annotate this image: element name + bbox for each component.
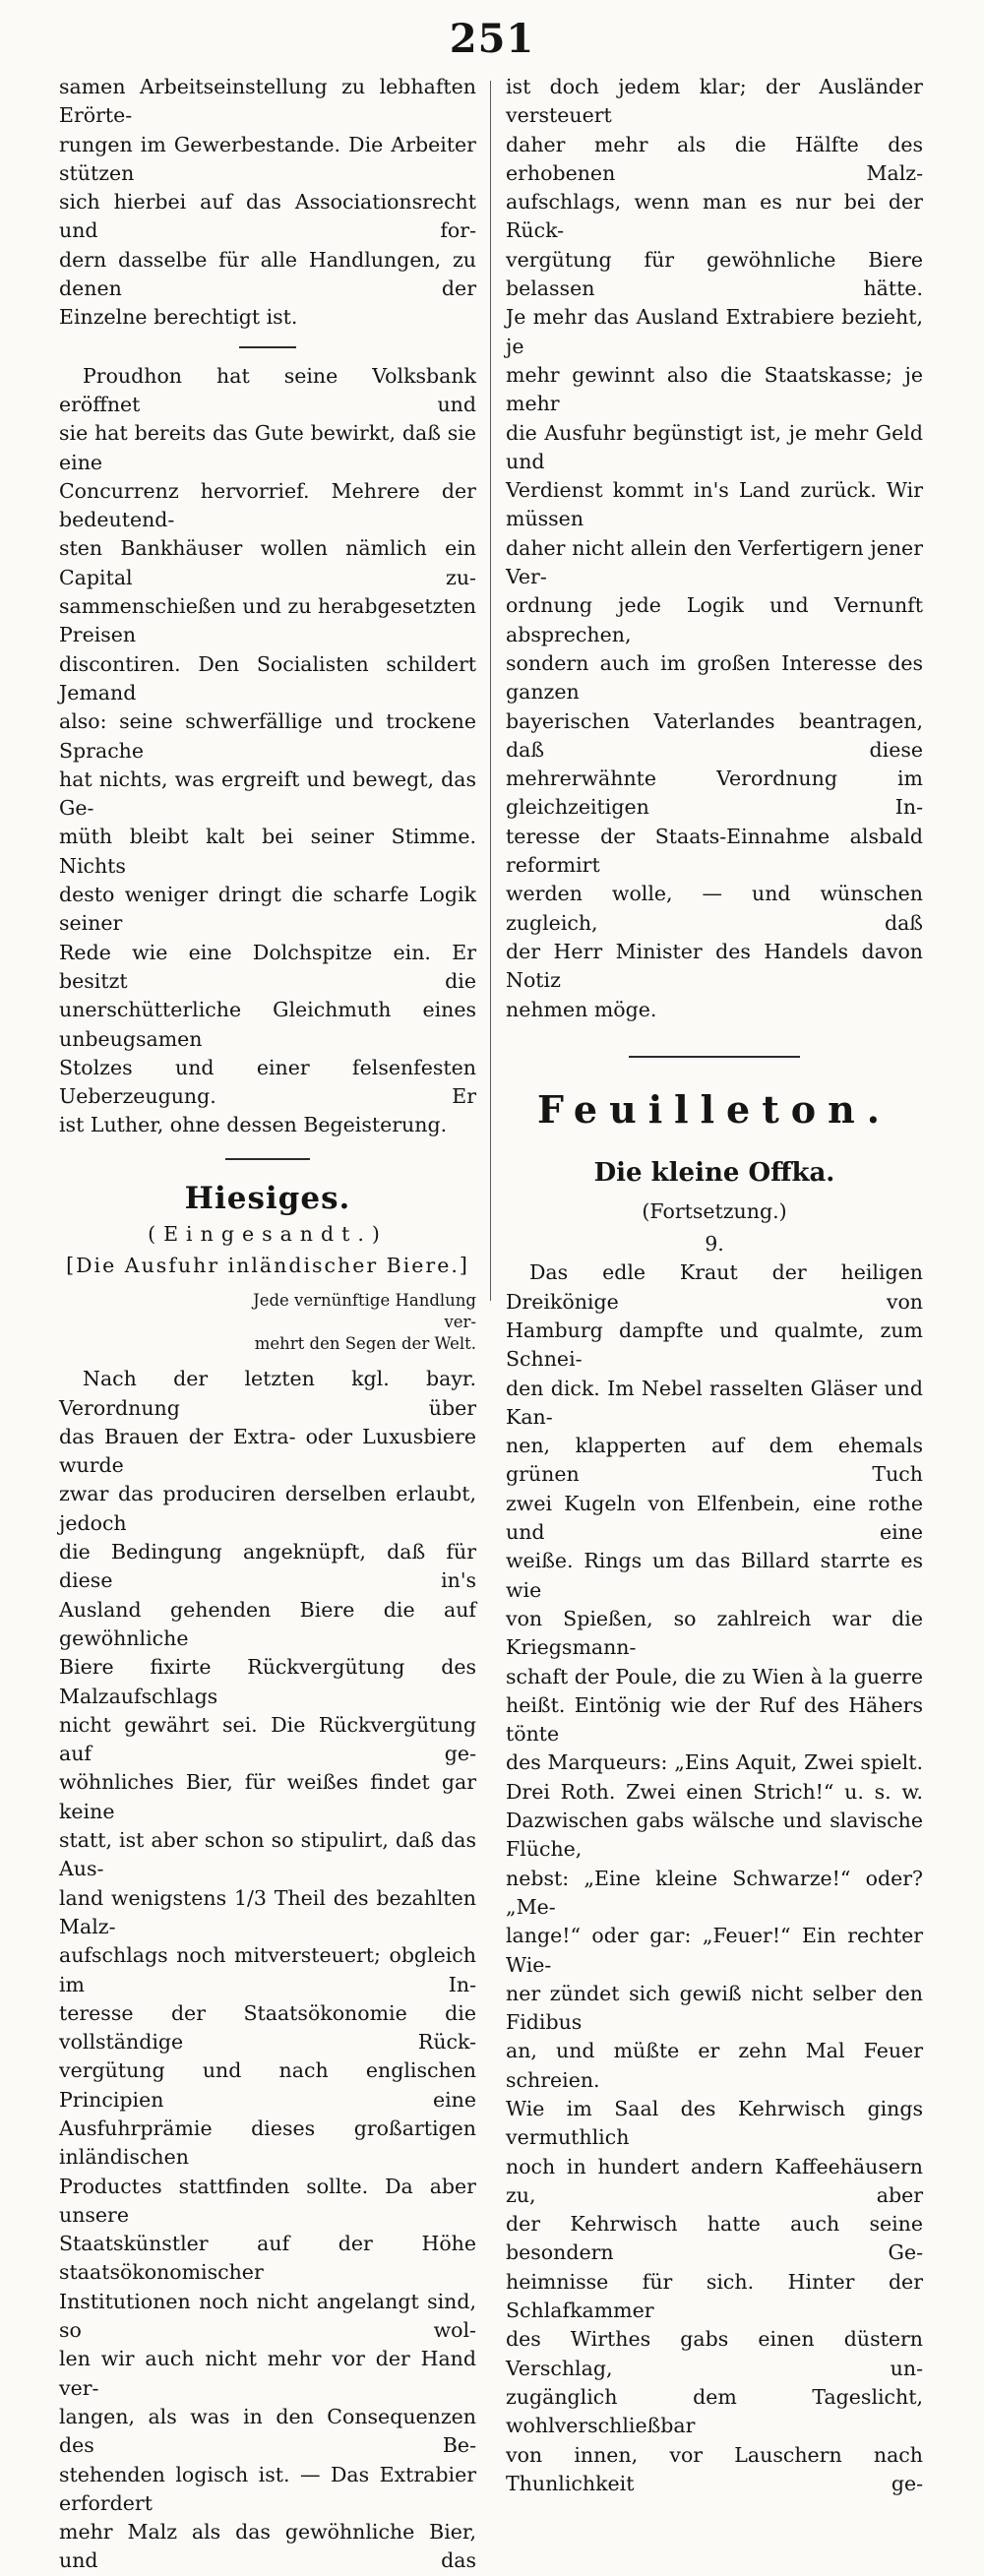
text-line: zwar das produciren derselben erlaubt, jedoch	[59, 1482, 476, 1535]
text-line: sondern auch im großen Interesse des ganzen	[506, 650, 923, 705]
text-line: Verdienst kommt in's Land zurück. Wir müssen	[506, 478, 923, 531]
feuilleton-heading: Feuilleton.	[537, 1086, 892, 1132]
text-line: Das edle Kraut der heiligen Dreikönige von	[506, 1260, 923, 1314]
text-line: mehr Malz als das gewöhnliche Bier, und das	[59, 2520, 476, 2573]
text-line: ner zündet sich gewiß nicht selber den Fidibus	[506, 1981, 923, 2035]
text-line: daher nicht allein den Verfertigern jener Ver-	[506, 535, 923, 589]
text-line: desto weniger dringt die scharfe Logik seiner	[59, 883, 476, 936]
text-line: Dazwischen gabs wälsche und slavische Flüche,	[506, 1809, 923, 1862]
text-line: nehmen möge.	[506, 997, 657, 1021]
section-rule	[225, 1158, 310, 1160]
text-line: sammenschießen und zu herabgesetzten Preisen	[59, 594, 476, 647]
text-line: daher mehr als die Hälfte des erhobenen Malz-	[506, 132, 923, 185]
text-line: die Bedingung angeknüpft, daß für diese in's	[59, 1540, 476, 1593]
text-line: nebst: „Eine kleine Schwarze!“ oder? „Me-	[506, 1866, 923, 1919]
left-column	[59, 73, 476, 2576]
text-line: zwei Kugeln von Elfenbein, eine rothe und eine	[506, 1491, 923, 1545]
text-line: len wir auch nicht mehr vor der Hand ver-	[59, 2347, 476, 2400]
continuation-label: (Fortsetzung.)	[642, 1198, 787, 1223]
text-line: müth bleibt kalt bei seiner Stimme. Nichts	[59, 825, 476, 878]
text-line: Ausland gehenden Biere die auf gewöhnliche	[59, 1597, 476, 1650]
text-line: die Ausfuhr begünstigt ist, je mehr Geld und	[506, 420, 923, 473]
motto-line: Jede vernünftige Handlung ver-	[253, 1291, 476, 1332]
text-line: Productes stattfinden sollte. Da aber unsere	[59, 2174, 476, 2227]
story-text	[506, 1258, 923, 2498]
motto	[216, 1290, 476, 1355]
text-line: von Spießen, so zahlreich war die Kriegsmann-	[506, 1606, 923, 1660]
column-divider	[490, 81, 491, 1301]
text-line: Concurrenz hervorrief. Mehrere der bedeutend-	[59, 478, 476, 532]
text-line: sich hierbei auf das Associationsrecht und for-	[59, 190, 476, 243]
text-line: mehrerwähnte Verordnung im gleichzeitigen In-	[506, 767, 923, 820]
section-rule	[239, 346, 296, 348]
motto-line: mehrt den Segen der Welt.	[254, 1334, 476, 1354]
text-line: wöhnliches Bier, für weißes findet gar keine	[59, 1770, 476, 1823]
text-line: Ausfuhrprämie dieses großartigen inländischen	[59, 2116, 476, 2170]
text-line: heißt. Eintönig wie der Ruf des Hähers tönte	[506, 1692, 923, 1747]
text-line: der Kehrwisch hatte auch seine besondern Ge-	[506, 2212, 923, 2265]
text-line: das Brauen der Extra- oder Luxusbiere wurde	[59, 1424, 476, 1478]
text-line: heimnisse für sich. Hinter der Schlafkammer	[506, 2269, 923, 2323]
section-rule	[629, 1056, 800, 1058]
text-line: weiße. Rings um das Billard starrte es wie	[506, 1549, 923, 1602]
page-number: 251	[449, 16, 535, 62]
beer-article-continued	[506, 73, 923, 1024]
text-line: ist Luther, ohne dessen Begeisterung.	[59, 1113, 448, 1137]
text-line: schaft der Poule, die zu Wien à la guerre	[506, 1664, 923, 1688]
text-line: Hamburg dampfte und qualmte, zum Schnei-	[506, 1318, 923, 1372]
text-line: vergütung für gewöhnliche Biere belassen hätte.	[506, 247, 923, 301]
text-line: den dick. Im Nebel rasselten Gläser und Kan-	[506, 1376, 923, 1429]
text-line: Staatskünstler auf der Höhe staatsökonomischer	[59, 2232, 476, 2285]
text-line: sie hat bereits das Gute bewirkt, daß sie eine	[59, 421, 476, 474]
text-line: noch in hundert andern Kaffeehäusern zu, aber	[506, 2154, 923, 2207]
article-subheading: [Die Ausfuhr inländischer Biere.]	[66, 1253, 469, 1277]
text-line: Rede wie eine Dolchspitze ein. Er besitzt die	[59, 940, 476, 993]
text-line: samen Arbeitseinstellung zu lebhaften Erörte-	[59, 75, 476, 128]
text-line: Je mehr das Ausland Extrabiere bezieht, je	[506, 305, 923, 358]
text-line: hat nichts, was ergreift und bewegt, das Ge-	[59, 767, 476, 821]
text-line: nen, klapperten auf dem ehemals grünen Tuch	[506, 1434, 923, 1487]
text-line: land wenigstens 1/3 Theil des bezahlten Malz-	[59, 1885, 476, 1938]
sender-line: (Eingesandt.)	[148, 1221, 388, 1246]
text-line: des Marqueurs: „Eins Aquit, Zwei spielt.	[506, 1750, 923, 1775]
story-title: Die kleine Offka.	[593, 1157, 835, 1188]
text-line: langen, als was in den Consequenzen des Be-	[59, 2404, 476, 2458]
text-line: discontiren. Den Socialisten schildert Jemand	[59, 651, 476, 705]
text-line: Nach der letzten kgl. bayr. Verordnung über	[59, 1367, 476, 1420]
text-line: nicht gewährt sei. Die Rückvergütung auf ge-	[59, 1712, 476, 1766]
text-line: aufschlags, wenn man es nur bei der Rück-	[506, 190, 923, 243]
text-line: mehr gewinnt also die Staatskasse; je mehr	[506, 362, 923, 416]
right-column	[506, 73, 923, 2498]
chapter-number: 9.	[705, 1232, 724, 1257]
text-line: unerschütterliche Gleichmuth eines unbeugsamen	[59, 998, 476, 1051]
text-line: also: seine schwerfällige und trockene Sprache	[59, 709, 476, 763]
text-line: bayerischen Vaterlandes beantragen, daß diese	[506, 708, 923, 762]
text-line: der Herr Minister des Handels davon Notiz	[506, 939, 923, 993]
text-line: zugänglich dem Tageslicht, wohlverschließbar	[506, 2384, 923, 2438]
text-line: Einzelne berechtigt ist.	[59, 305, 298, 330]
text-line: stehenden logisch ist. — Das Extrabier erfordert	[59, 2462, 476, 2515]
text-line: statt, ist aber schon so stipulirt, daß das Aus-	[59, 1828, 476, 1881]
text-line: Stolzes und einer felsenfesten Ueberzeugung. Er	[59, 1055, 476, 1109]
text-line: teresse der Staats-Einnahme alsbald reformirt	[506, 824, 923, 878]
opening-paragraph	[59, 73, 476, 333]
text-line: sten Bankhäuser wollen nämlich ein Capital zu-	[59, 536, 476, 589]
text-line: Drei Roth. Zwei einen Strich!“ u. s. w.	[506, 1779, 923, 1804]
section-heading: Hiesiges.	[184, 1180, 351, 1216]
text-line: teresse der Staatsökonomie die vollständige Rück-	[59, 2000, 476, 2055]
text-line: von innen, vor Lauschern nach Thunlichkeit ge-	[506, 2442, 923, 2495]
text-line: Biere fixirte Rückvergütung des Malzaufschlags	[59, 1655, 476, 1708]
text-line: an, und müßte er zehn Mal Feuer schreien.	[506, 2039, 923, 2092]
text-line: rungen im Gewerbestande. Die Arbeiter stützen	[59, 132, 476, 185]
text-line: Wie im Saal des Kehrwisch gings vermuthlich	[506, 2097, 923, 2150]
text-line: vergütung und nach englischen Principien eine	[59, 2058, 476, 2112]
text-line: ist doch jedem klar; der Ausländer versteuert	[506, 75, 923, 128]
text-line: dern dasselbe für alle Handlungen, zu denen der	[59, 247, 476, 301]
text-line: des Wirthes gabs einen düstern Verschlag, un-	[506, 2327, 923, 2380]
text-line: Institutionen noch nicht angelangt sind, so wol-	[59, 2289, 476, 2343]
proudhon-paragraph	[59, 362, 476, 1140]
text-line: aufschlags noch mitversteuert; obgleich im In-	[59, 1943, 476, 1996]
text-line: lange!“ oder gar: „Feuer!“ Ein rechter Wie-	[506, 1924, 923, 1977]
text-line: Proudhon hat seine Volksbank eröffnet und	[59, 363, 476, 416]
text-line: werden wolle, — und wünschen zugleich, daß	[506, 882, 923, 935]
beer-article	[59, 1365, 476, 2575]
text-line: ordnung jede Logik und Vernunft absprechen,	[506, 593, 923, 646]
